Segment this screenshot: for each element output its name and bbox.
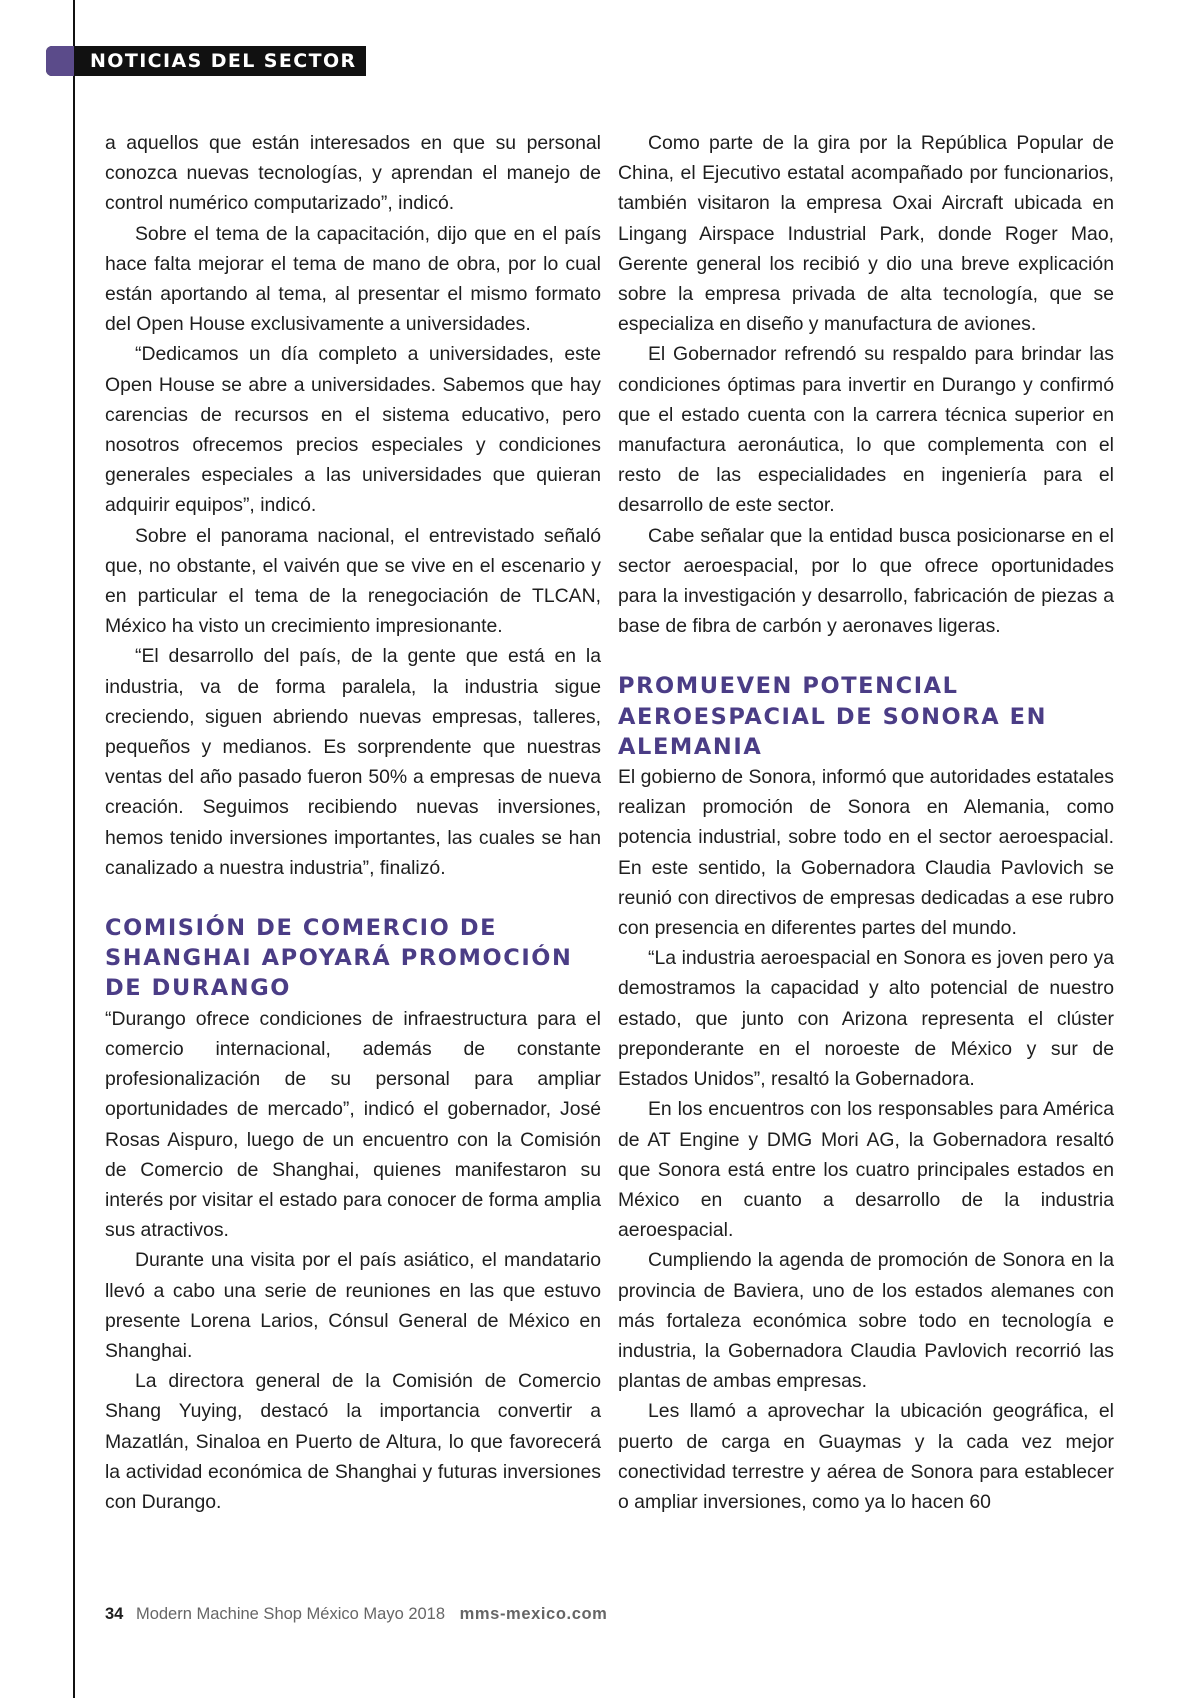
section-tab-accent — [46, 46, 74, 76]
website-link[interactable]: mms-mexico.com — [459, 1605, 608, 1623]
paragraph: Sobre el panorama nacional, el entrevistado señaló que, no obstante, el vaivén que se vive en el escenario y en particular el tema de la renegociación de TLCAN, México ha visto un crecimiento impresionante. — [105, 524, 601, 638]
section-label: NOTICIAS DEL SECTOR — [90, 50, 357, 72]
page-footer — [105, 1605, 607, 1624]
paragraph: En los encuentros con los responsables para América de AT Engine y DMG Mori AG, la Gobernadora resaltó que Sonora está entre los cuatro principales estados en México en cuanto a desarrollo de la industria aeroespacial. — [618, 1098, 1114, 1242]
paragraph: El Gobernador refrendó su respaldo para brindar las condiciones óptimas para invertir en Durango y confirmó que el estado cuenta con la carrera técnica superior en manufactura aeronáutica, lo que complementa con el resto de las especialidades en ingeniería para el desarrollo de este sector. — [618, 343, 1114, 517]
page-number: 34 — [105, 1605, 124, 1623]
margin-rule — [73, 0, 75, 1698]
paragraph: Como parte de la gira por la República Popular de China, el Ejecutivo estatal acompañado por funcionarios, también visitaron la empresa Oxai Aircraft ubicada en Lingang Airspace Industrial Park, donde Roger Mao, Gerente general los recibió y dio una breve explicación sobre la empresa privada de alta tecnología, que se especializa en diseño y manufactura de aviones. — [618, 132, 1114, 336]
article-heading: COMISIÓN DE COMERCIO DE SHANGHAI APOYARÁ PROMOCIÓN DE DURANGO — [105, 915, 573, 1002]
paragraph: Durante una visita por el país asiático, el mandatario llevó a cabo una serie de reuniones en las que estuvo presente Lorena Larios, Cónsul General de México en Shanghai. — [105, 1249, 601, 1362]
section-tab — [46, 46, 366, 76]
paragraph: La directora general de la Comisión de Comercio Shang Yuying, destacó la importancia convertir a Mazatlán, Sinaloa en Puerto de Altura, lo que favorecerá la actividad económica de Shanghai y futuras inversiones con Durango. — [105, 1370, 601, 1513]
paragraph: a aquellos que están interesados en que su personal conozca nuevas tecnologías, y aprendan el manejo de control numérico computarizado”, indicó. — [105, 132, 601, 215]
paragraph: Sobre el tema de la capacitación, dijo que en el país hace falta mejorar el tema de mano de obra, por lo cual están aportando al tema, al presentar el mismo formato del Open House exclusivamente a universidades. — [105, 222, 601, 336]
paragraph: Les llamó a aprovechar la ubicación geográfica, el puerto de carga en Guaymas y la cada vez mejor conectividad terrestre y aérea de Sonora para establecer o ampliar inversiones, como ya lo hacen 60 — [618, 1400, 1114, 1513]
paragraph: Cumpliendo la agenda de promoción de Sonora en la provincia de Baviera, uno de los estados alemanes con más fortaleza económica sobre todo en tecnología e industria, la Gobernadora Claudia Pavlovich recorrió las plantas de ambas empresas. — [618, 1249, 1114, 1393]
left-column — [105, 128, 601, 1517]
paragraph: “Durango ofrece condiciones de infraestructura para el comercio internacional, además de constante profesionalización de su personal para ampliar oportunidades de mercado”, indicó el gobernador, José Rosas Aispuro, luego de un encuentro con la Comisión de Comercio de Shanghai, quienes manifestaron su interés por visitar el estado para conocer de forma amplia sus atractivos. — [105, 1007, 601, 1242]
paragraph: “El desarrollo del país, de la gente que está en la industria, va de forma paralela, la industria sigue creciendo, siguen abriendo nuevas empresas, talleres, pequeños y medianos. Es sorprendente que nuestras ventas del año pasado fueron 50% a empresas de nueva creación. Seguimos recibiendo nuevas inversiones, hemos tenido inversiones importantes, las cuales se han canalizado a nuestra industria”, finalizó. — [105, 645, 601, 879]
paragraph: “Dedicamos un día completo a universidades, este Open House se abre a universidades. Sabemos que hay carencias de recursos en el sistema educativo, pero nosotros ofrecemos precios especiales y condiciones generales especiales a las universidades que quieran adquirir equipos”, indicó. — [105, 343, 601, 517]
paragraph: El gobierno de Sonora, informó que autoridades estatales realizan promoción de Sonora en Alemania, como potencia industrial, sobre todo en el sector aeroespacial. En este sentido, la Gobernadora Claudia Pavlovich se reunió con directivos de empresas dedicadas a ese rubro con presencia en diferentes partes del mundo. — [618, 766, 1114, 940]
article-heading: PROMUEVEN POTENCIAL AEROESPACIAL DE SONORA EN ALEMANIA — [618, 673, 1048, 760]
paragraph: “La industria aeroespacial en Sonora es joven pero ya demostramos la capacidad y alto potencial de nuestro estado, que junto con Arizona representa el clúster preponderante en el noroeste de México y sur de Estados Unidos”, resaltó la Gobernadora. — [618, 947, 1114, 1091]
paragraph: Cabe señalar que la entidad busca posicionarse en el sector aeroespacial, por lo que ofrece oportunidades para la investigación y desarrollo, fabricación de piezas a base de fibra de carbón y aeronaves ligeras. — [618, 524, 1114, 638]
publication-name: Modern Machine Shop México Mayo 2018 — [135, 1605, 446, 1623]
right-column — [618, 128, 1114, 1517]
